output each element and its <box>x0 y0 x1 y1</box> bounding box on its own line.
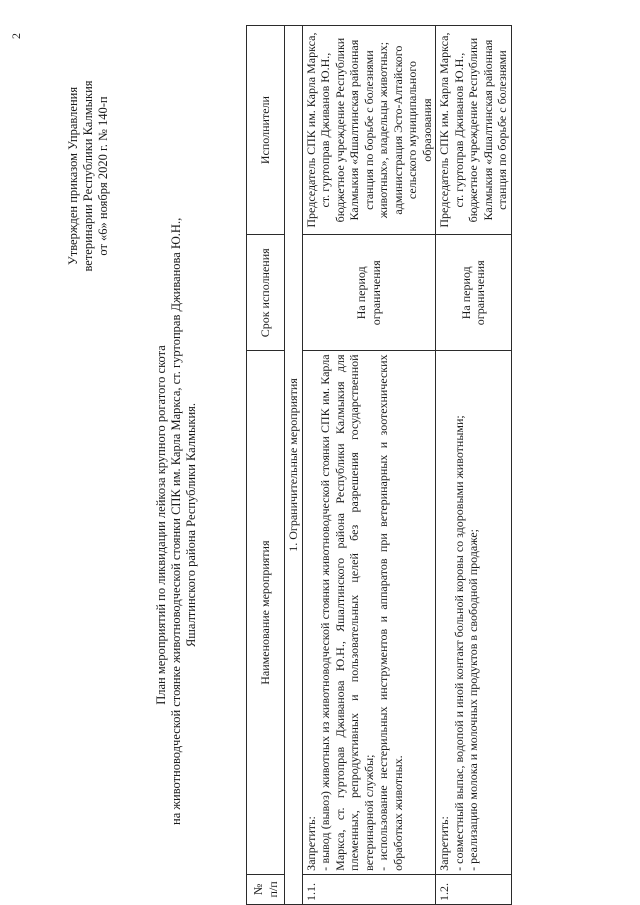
approval-stamp <box>66 11 111 341</box>
plan-title-line: на животноводческой стоянке животноводческой стоянки СПК им. Карла Маркса, ст. гуртоправ Дживанова Ю.Н., <box>169 217 183 825</box>
row-number: 1.1. <box>302 874 436 904</box>
table-row <box>302 26 436 905</box>
plan-title <box>154 217 199 825</box>
row-number: 1.2. <box>436 874 512 904</box>
plan-title-line: План мероприятий по ликвидации лейкоза крупного рогатого скота <box>154 345 168 705</box>
section-title: 1. Ограничительные мероприятия <box>285 26 303 905</box>
measures-table <box>246 25 512 905</box>
executors: Председатель СПК им. Карла Маркса, ст. гуртоправ Дживанов Ю.Н., бюджетное учреждение Республики Калмыкия «Яшалтинская районная станция по борьбе с болезнями <box>436 26 512 235</box>
measure-line: - реализацию молока и молочных продуктов в свободной продаже; <box>466 528 480 871</box>
deadline: На период ограничения <box>302 235 436 351</box>
measure-line: - совместный выпас, водопой и иной контакт больной коровы со здоровыми животными; <box>451 415 466 871</box>
header-exec: Исполнители <box>247 26 285 235</box>
plan-title-line: Яшалтинского района Республики Калмыкия. <box>184 402 198 648</box>
table-row <box>436 26 512 905</box>
table-header-row <box>247 26 285 905</box>
measure-line: - использование нестерильных инструментов и аппаратов при ветеринарных и зоотехнических обработках животных. <box>376 354 405 871</box>
approval-line: Утвержден приказом Управления <box>66 86 80 266</box>
section-row <box>285 26 303 905</box>
header-name: Наименование мероприятия <box>247 351 285 874</box>
measure-line: Запретить: <box>437 816 451 871</box>
approval-line: от «6» ноября 2020 г. № 140-п <box>96 96 110 256</box>
measure-line: Запретить: <box>303 816 318 871</box>
executors: Председатель СПК им. Карла Маркса, ст. гуртоправ Дживанов Ю.Н., бюджетное учреждение Республики Калмыкия «Яшалтинская районная станция по борьбе с болезнями животных», владельцы животных; администрация Эсто-Алтайского сельского муниципального образования <box>302 26 436 235</box>
deadline: На период ограничения <box>436 235 512 351</box>
header-term: Срок исполнения <box>247 235 285 351</box>
measure-text <box>436 351 512 874</box>
approval-line: ветеринарии Республики Калмыкия <box>81 80 95 272</box>
page-number: 2 <box>9 33 23 39</box>
measure-line: - вывод (вывоз) животных из животноводческой стоянки животноводческой стоянки СПК им. Карла Маркса, ст. гуртоправ Дживанова Ю.Н., Яшалтинского района Республики Калмыкия для племенных, репродуктивных и пользовательных целей без разрешения государственной ветеринарной службы; <box>318 354 376 871</box>
header-num: № п/п <box>247 874 285 904</box>
measure-text <box>302 351 436 874</box>
